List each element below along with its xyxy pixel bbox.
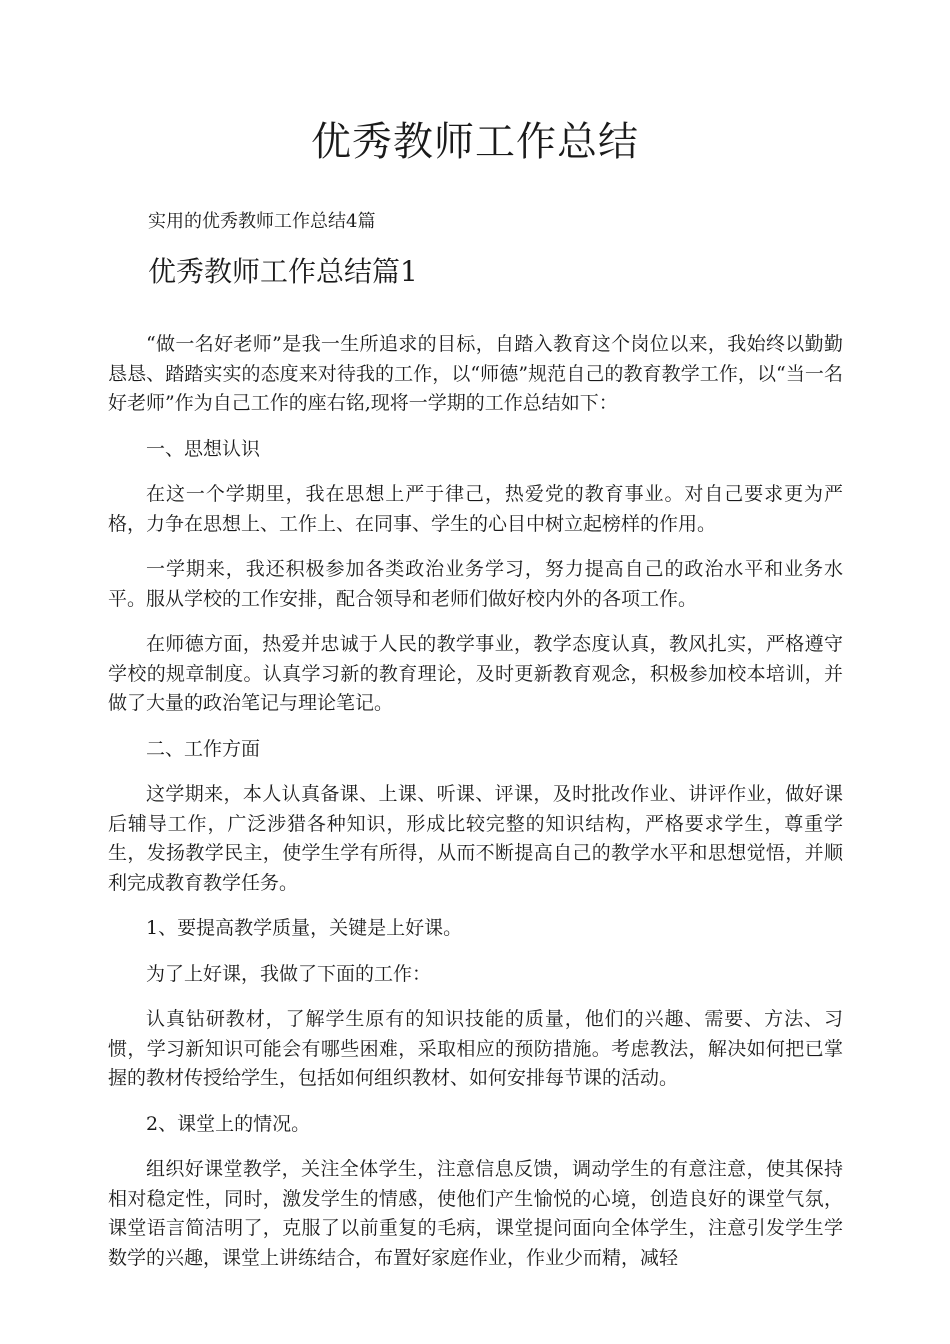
- paragraph: 一学期来，我还积极参加各类政治业务学习，努力提高自己的政治水平和业务水平。服从学校的工作安排，配合领导和老师们做好校内外的各项工作。: [108, 558, 843, 610]
- paragraph: 二、工作方面: [146, 737, 261, 760]
- document-body: [108, 206, 843, 1273]
- paragraph: 为了上好课，我做了下面的工作：: [146, 962, 432, 985]
- paragraph: “做一名好老师”是我一生所追求的目标，自踏入教育这个岗位以来，我始终以勤勤恳恳、踏踏实实的态度来对待我的工作，以“师德”规范自己的教育教学工作，以“当一名好老师”作为自己工作的座右铭,现将一学期的工作总结如下：: [108, 333, 843, 414]
- paragraph: 一、思想认识: [146, 437, 261, 460]
- paragraph: 1、要提高教学质量，关键是上好课。: [146, 917, 463, 939]
- document-subtitle: 实用的优秀教师工作总结4篇: [148, 211, 376, 232]
- paragraph: 这学期来，本人认真备课、上课、听课、评课，及时批改作业、讲评作业，做好课后辅导工作，广泛涉猎各种知识，形成比较完整的知识结构，严格要求学生，尊重学生，发扬教学民主，使学生学有所得，从而不断提高自己的教学水平和思想觉悟，并顺利完成教育教学任务。: [108, 783, 843, 894]
- paragraph: 在师德方面，热爱并忠诚于人民的教学事业，教学态度认真，教风扎实，严格遵守学校的规章制度。认真学习新的教育理论，及时更新教育观念，积极参加校本培训，并做了大量的政治笔记与理论笔记。: [108, 633, 843, 714]
- paragraph: 认真钻研教材，了解学生原有的知识技能的质量，他们的兴趣、需要、方法、习惯，学习新知识可能会有哪些困难，采取相应的预防措施。考虑教法，解决如何把已掌握的教材传授给学生，包括如何组织教材、如何安排每节课的活动。: [108, 1008, 843, 1089]
- paragraph: 组织好课堂教学，关注全体学生，注意信息反馈，调动学生的有意注意，使其保持相对稳定性，同时，激发学生的情感，使他们产生愉悦的心境，创造良好的课堂气氛，课堂语言简洁明了，克服了以前重复的毛病，课堂提问面向全体学生，注意引发学生学数学的兴趣，课堂上讲练结合，布置好家庭作业，作业少而精，减轻: [108, 1158, 843, 1269]
- paragraph: 2、课堂上的情况。: [146, 1112, 311, 1135]
- section-heading: 优秀教师工作总结篇1: [148, 255, 418, 288]
- document-title: 优秀教师工作总结: [311, 119, 639, 165]
- paragraph: 在这一个学期里，我在思想上严于律己，热爱党的教育事业。对自己要求更为严格，力争在思想上、工作上、在同事、学生的心目中树立起榜样的作用。: [108, 483, 843, 535]
